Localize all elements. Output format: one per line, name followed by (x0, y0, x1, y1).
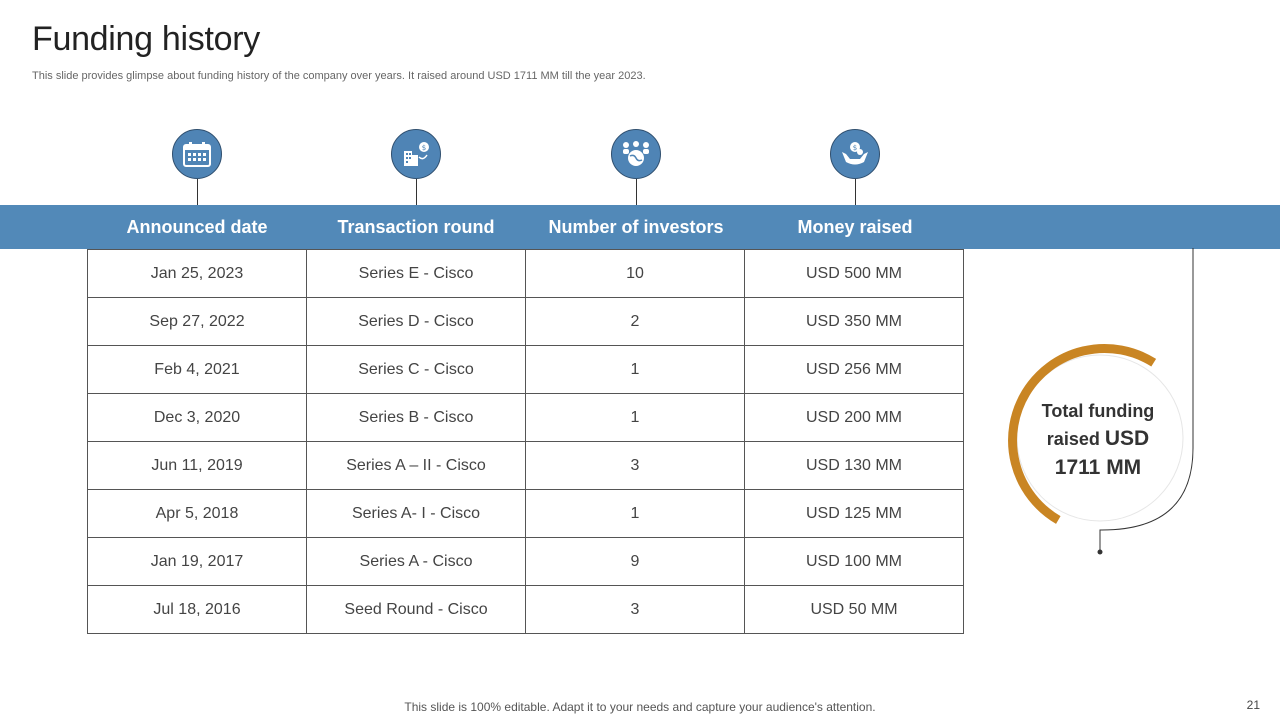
column-header: Announced date (126, 216, 268, 237)
cell-round: Seed Round - Cisco (307, 586, 526, 634)
page-title: Funding history (32, 20, 260, 58)
cell-investors: 2 (526, 298, 745, 346)
connector-dot (1098, 550, 1103, 555)
connector-line (855, 179, 856, 205)
funding-table (87, 249, 964, 634)
connector-line (197, 179, 198, 205)
total-line-1: Total funding (1041, 401, 1155, 421)
table-row (88, 394, 964, 442)
column-header: Transaction round (337, 216, 495, 237)
cell-investors: 9 (526, 538, 745, 586)
table-row (88, 538, 964, 586)
table-row (88, 346, 964, 394)
column-header: Money raised (797, 216, 913, 237)
cell-investors: 1 (526, 490, 745, 538)
calendar-icon (172, 129, 222, 179)
hand-money-icon (830, 129, 880, 179)
cell-date: Dec 3, 2020 (88, 394, 307, 442)
footer-note: This slide is 100% editable. Adapt it to your needs and capture your audience's attention. (404, 700, 876, 714)
cell-round: Series A – II - Cisco (307, 442, 526, 490)
cell-investors: 10 (526, 250, 745, 298)
table-header-bar (0, 205, 1280, 249)
cell-round: Series D - Cisco (307, 298, 526, 346)
cell-round: Series A - Cisco (307, 538, 526, 586)
table-row (88, 250, 964, 298)
connector-line (416, 179, 417, 205)
cell-date: Jul 18, 2016 (88, 586, 307, 634)
cell-money: USD 125 MM (745, 490, 964, 538)
page-number: 21 (1246, 698, 1260, 712)
cell-date: Jun 11, 2019 (88, 442, 307, 490)
cell-investors: 1 (526, 394, 745, 442)
cell-money: USD 256 MM (745, 346, 964, 394)
svg-text:$: $ (852, 144, 858, 152)
cell-money: USD 500 MM (745, 250, 964, 298)
total-line-2: raised USD (1046, 427, 1150, 450)
cell-investors: 3 (526, 586, 745, 634)
cell-round: Series A- I - Cisco (307, 490, 526, 538)
cell-investors: 1 (526, 346, 745, 394)
svg-text:$: $ (421, 144, 427, 152)
table-row (88, 586, 964, 634)
cell-money: USD 130 MM (745, 442, 964, 490)
table-row (88, 490, 964, 538)
building-money-icon (391, 129, 441, 179)
investors-globe-icon (611, 129, 661, 179)
table-row (88, 298, 964, 346)
cell-date: Feb 4, 2021 (88, 346, 307, 394)
cell-round: Series C - Cisco (307, 346, 526, 394)
cell-date: Jan 19, 2017 (88, 538, 307, 586)
cell-date: Sep 27, 2022 (88, 298, 307, 346)
column-header: Number of investors (548, 216, 724, 237)
cell-date: Apr 5, 2018 (88, 490, 307, 538)
cell-money: USD 100 MM (745, 538, 964, 586)
cell-money: USD 200 MM (745, 394, 964, 442)
page-subtitle: This slide provides glimpse about funding history of the company over years. It raised around USD 1711 MM till the year 2023. (32, 70, 646, 82)
cell-date: Jan 25, 2023 (88, 250, 307, 298)
table-row (88, 442, 964, 490)
total-line-3: 1711 MM (1054, 456, 1142, 479)
cell-round: Series E - Cisco (307, 250, 526, 298)
cell-round: Series B - Cisco (307, 394, 526, 442)
cell-money: USD 50 MM (745, 586, 964, 634)
connector-line (636, 179, 637, 205)
total-funding-text (1023, 398, 1173, 481)
cell-investors: 3 (526, 442, 745, 490)
cell-money: USD 350 MM (745, 298, 964, 346)
